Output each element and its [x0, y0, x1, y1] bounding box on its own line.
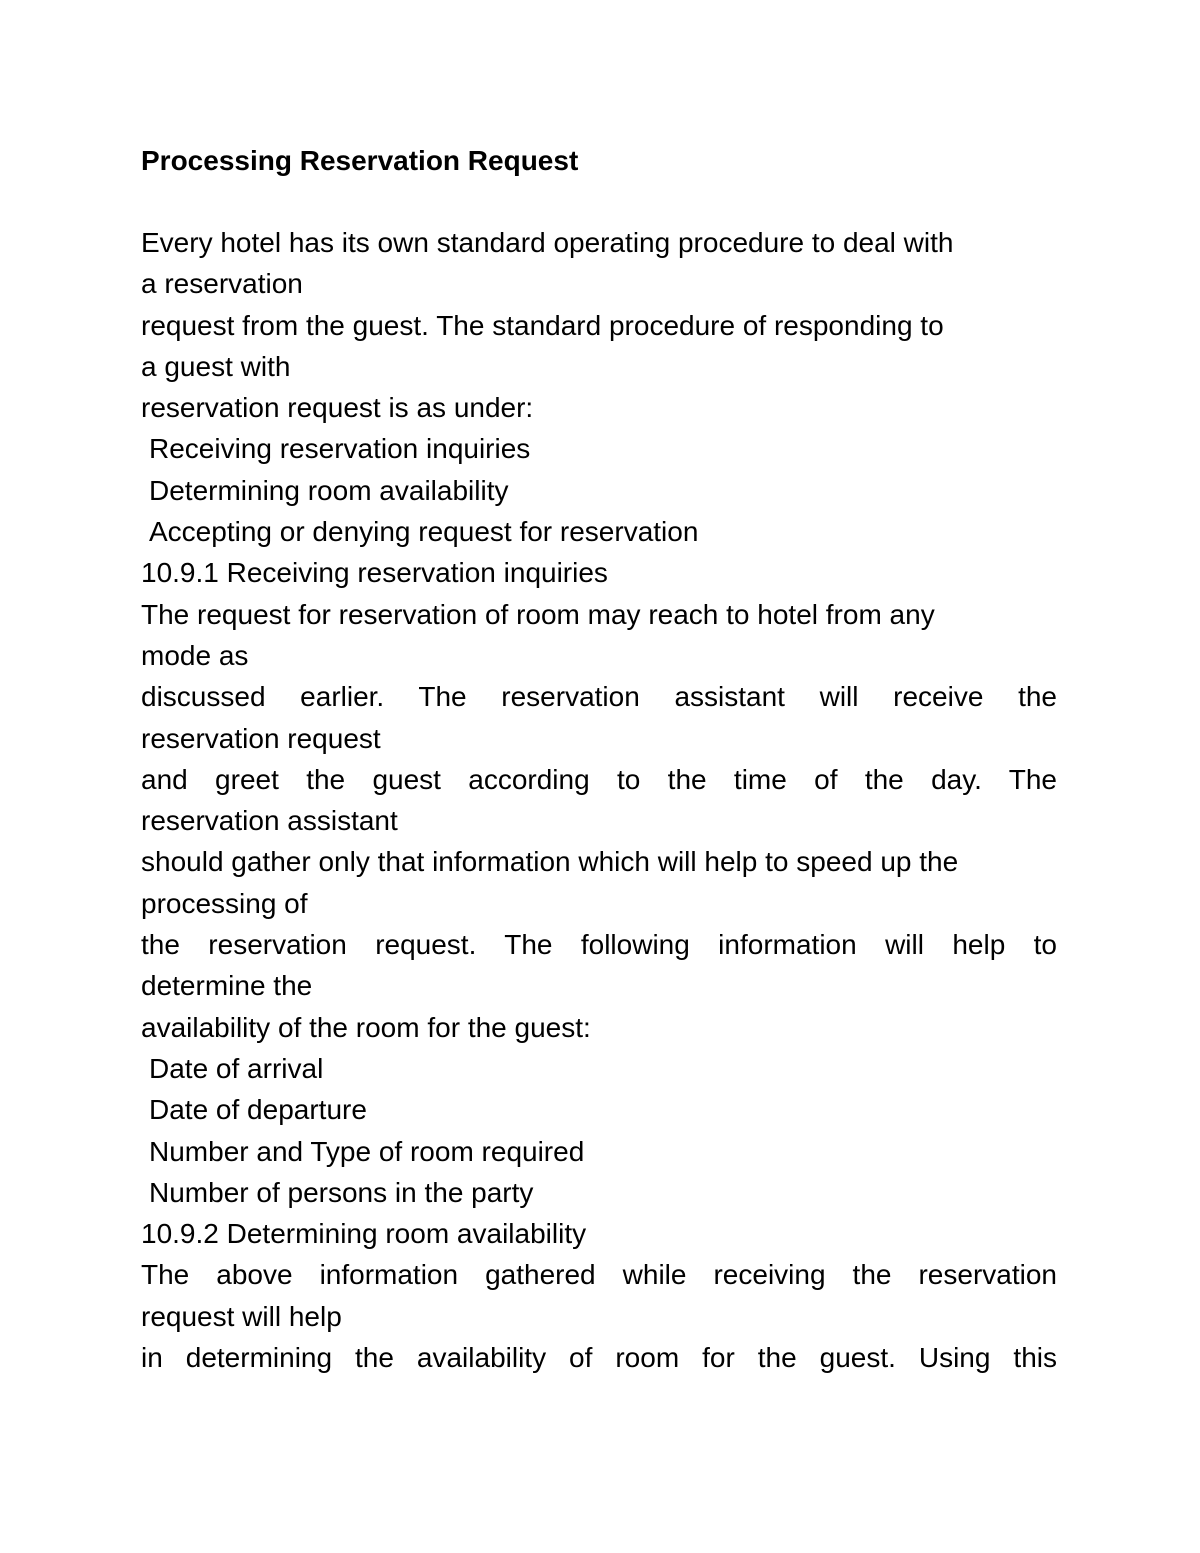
text-line: 10.9.1 Receiving reservation inquiries — [141, 557, 608, 589]
bullet-item: Date of arrival — [149, 1052, 324, 1084]
text-line: in determining the availability of room for the guest. Using this — [141, 1342, 1057, 1374]
text-line: processing of — [141, 887, 308, 919]
text-line: request will help — [141, 1300, 342, 1332]
document-page — [141, 140, 1057, 1378]
document-title: Processing Reservation Request — [141, 145, 579, 176]
text-line: The request for reservation of room may reach to hotel from any — [141, 598, 935, 630]
text-line: The above information gathered while receiving the reservation — [141, 1259, 1057, 1291]
text-line: Every hotel has its own standard operating procedure to deal with — [141, 227, 954, 258]
text-line: a guest with — [141, 350, 291, 382]
text-line: determine the — [141, 970, 313, 1002]
bullet-item: Number and Type of room required — [149, 1135, 585, 1167]
bullet-item: Accepting or denying request for reservation — [149, 516, 699, 548]
text-line: should gather only that information which will help to speed up the — [141, 846, 959, 878]
text-line: request from the guest. The standard procedure of responding to — [141, 309, 944, 341]
bullet-item: Date of departure — [149, 1094, 367, 1126]
text-line: mode as — [141, 639, 249, 671]
text-line: reservation assistant — [141, 805, 398, 837]
text-line: the reservation request. The following information will help to — [141, 929, 1057, 961]
text-line: and greet the guest according to the time of the day. The — [141, 763, 1057, 795]
text-line: a reservation — [141, 268, 303, 300]
text-line: availability of the room for the guest: — [141, 1011, 591, 1043]
text-line: reservation request — [141, 722, 381, 754]
document-body — [141, 222, 1057, 1378]
text-line: 10.9.2 Determining room availability — [141, 1218, 587, 1250]
bullet-item: Determining room availability — [149, 474, 509, 506]
bullet-item: Number of persons in the party — [149, 1176, 534, 1208]
text-line: reservation request is as under: — [141, 392, 534, 424]
text-line: discussed earlier. The reservation assistant will receive the — [141, 681, 1057, 713]
bullet-item: Receiving reservation inquiries — [149, 433, 531, 465]
